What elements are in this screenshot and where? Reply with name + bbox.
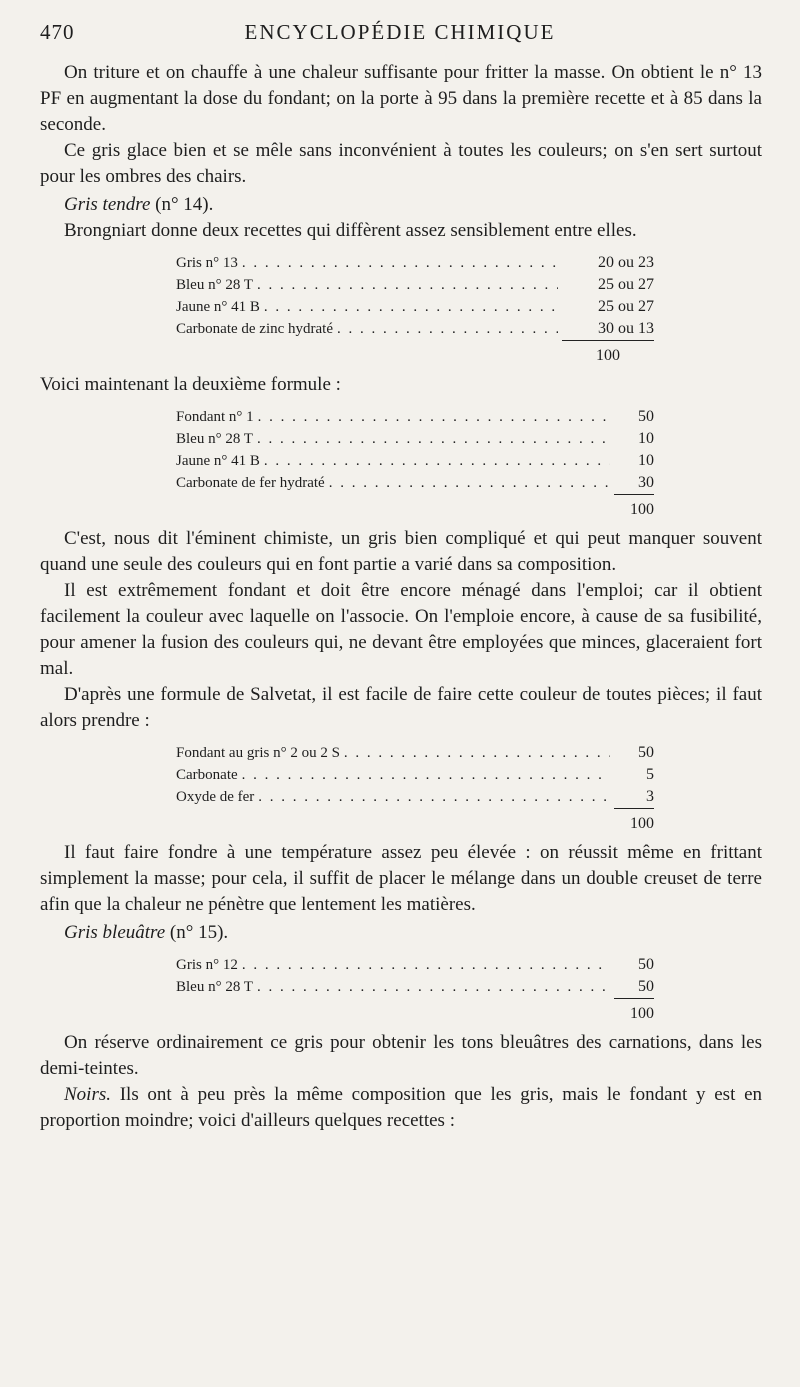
ingredient-name: Jaune n° 41 B xyxy=(176,453,260,469)
heading-italic: Gris tendre xyxy=(64,194,151,215)
ingredient-value: 25 ou 27 xyxy=(598,276,654,293)
ingredient-name: Oxyde de fer xyxy=(176,789,255,805)
ingredient-name: Carbonate de fer hydraté xyxy=(176,475,325,491)
ingredient-name: Fondant au gris n° 2 ou 2 S xyxy=(176,745,340,761)
recipe-total: 100 xyxy=(614,494,654,520)
ingredient-value: 50 xyxy=(638,744,654,761)
page-body xyxy=(40,60,762,1134)
ingredient-value: 50 xyxy=(638,956,654,973)
section-heading-gris-bleuatre xyxy=(40,920,762,946)
recipe-row xyxy=(176,786,654,808)
leader-dots xyxy=(329,473,610,494)
ingredient-value: 30 ou 13 xyxy=(598,320,654,337)
ingredient-value: 25 ou 27 xyxy=(598,298,654,315)
ingredient-value: 3 xyxy=(646,788,654,805)
leader-dots xyxy=(337,319,558,340)
recipe-row xyxy=(176,954,654,976)
ingredient-name: Fondant n° 1 xyxy=(176,409,254,425)
page-header xyxy=(40,10,760,50)
running-title: ENCYCLOPÉDIE CHIMIQUE xyxy=(244,20,556,44)
leader-dots xyxy=(242,955,610,976)
ingredient-value: 10 xyxy=(638,452,654,469)
recipe-table-3 xyxy=(176,742,654,834)
ingredient-name: Bleu n° 28 T xyxy=(176,431,253,447)
recipe-row xyxy=(176,428,654,450)
recipe-total: 100 xyxy=(614,808,654,834)
paragraph: Il est extrêmement fondant et doit être encore ménagé dans l'emploi; car il obtient facilement la couleur avec laquelle on l'associe. On l'emploie encore, à cause de sa fusibilité, pour amener la fusion des couleurs qui, ne devant être employées que minces, glaceraient fort mal. xyxy=(40,580,762,679)
paragraph: Voici maintenant la deuxième formule : xyxy=(40,374,341,395)
recipe-row xyxy=(176,976,654,998)
ingredient-name: Jaune n° 41 B xyxy=(176,299,260,315)
section-heading-gris-tendre xyxy=(40,192,762,218)
recipe-row xyxy=(176,252,654,274)
paragraph: Ce gris glace bien et se mêle sans inconvénient à toutes les couleurs; on s'en sert surtout pour les ombres des chairs. xyxy=(40,140,762,187)
recipe-row xyxy=(176,406,654,428)
recipe-row xyxy=(176,472,654,494)
leader-dots xyxy=(264,297,558,318)
ingredient-name: Gris n° 13 xyxy=(176,255,238,271)
heading-number: (n° 15). xyxy=(165,922,229,943)
recipe-row xyxy=(176,318,654,340)
heading-italic: Gris bleuâtre xyxy=(64,922,166,943)
recipe-row xyxy=(176,296,654,318)
recipe-row xyxy=(176,274,654,296)
leader-dots xyxy=(258,787,610,808)
paragraph: On réserve ordinairement ce gris pour obtenir les tons bleuâtres des carnations, dans les demi-teintes. xyxy=(40,1032,762,1079)
recipe-row xyxy=(176,450,654,472)
recipe-total: 100 xyxy=(562,340,654,366)
ingredient-value: 50 xyxy=(638,408,654,425)
ingredient-value: 30 xyxy=(638,474,654,491)
paragraph: On triture et on chauffe à une chaleur suffisante pour fritter la masse. On obtient le n° 13 PF en augmentant la dose du fondant; on la porte à 95 dans la première recette et à 85 dans la seconde. xyxy=(40,62,762,135)
recipe-table-4 xyxy=(176,954,654,1024)
paragraph: C'est, nous dit l'éminent chimiste, un gris bien compliqué et qui peut manquer souvent quand une seule des couleurs qui en font partie a varié dans sa composition. xyxy=(40,528,762,575)
recipe-row xyxy=(176,742,654,764)
leader-dots xyxy=(242,765,610,786)
paragraph-text: Ils ont à peu près la même composition que les gris, mais le fondant y est en proportion moindre; voici d'ailleurs quelques recettes : xyxy=(40,1084,762,1131)
leader-dots xyxy=(257,429,610,450)
recipe-total: 100 xyxy=(614,998,654,1024)
ingredient-value: 20 ou 23 xyxy=(598,254,654,271)
ingredient-value: 5 xyxy=(646,766,654,783)
leader-dots xyxy=(344,743,610,764)
page-number: 470 xyxy=(40,20,75,44)
ingredient-name: Bleu n° 28 T xyxy=(176,979,253,995)
leader-dots xyxy=(257,977,610,998)
paragraph: Il faut faire fondre à une température assez peu élevée : on réussit même en frittant simplement la masse; pour cela, il suffit de placer le mélange dans un double creuset de terre afin que la chaleur ne pénètre que lentement les matières. xyxy=(40,842,762,915)
ingredient-name: Gris n° 12 xyxy=(176,957,238,973)
recipe-table-1 xyxy=(176,252,654,366)
paragraph: Brongniart donne deux recettes qui diffèrent assez sensiblement entre elles. xyxy=(64,220,637,241)
ingredient-value: 10 xyxy=(638,430,654,447)
leader-dots xyxy=(258,407,610,428)
heading-italic: Noirs. xyxy=(64,1084,111,1105)
recipe-row xyxy=(176,764,654,786)
ingredient-name: Carbonate xyxy=(176,767,238,783)
ingredient-name: Carbonate de zinc hydraté xyxy=(176,321,334,337)
ingredient-value: 50 xyxy=(638,978,654,995)
paragraph: D'après une formule de Salvetat, il est facile de faire cette couleur de toutes pièces; il faut alors prendre : xyxy=(40,684,762,731)
leader-dots xyxy=(257,275,558,296)
section-noirs xyxy=(40,1082,762,1134)
heading-number: (n° 14). xyxy=(150,194,214,215)
ingredient-name: Bleu n° 28 T xyxy=(176,277,253,293)
recipe-table-2 xyxy=(176,406,654,520)
leader-dots xyxy=(242,253,558,274)
leader-dots xyxy=(264,451,610,472)
